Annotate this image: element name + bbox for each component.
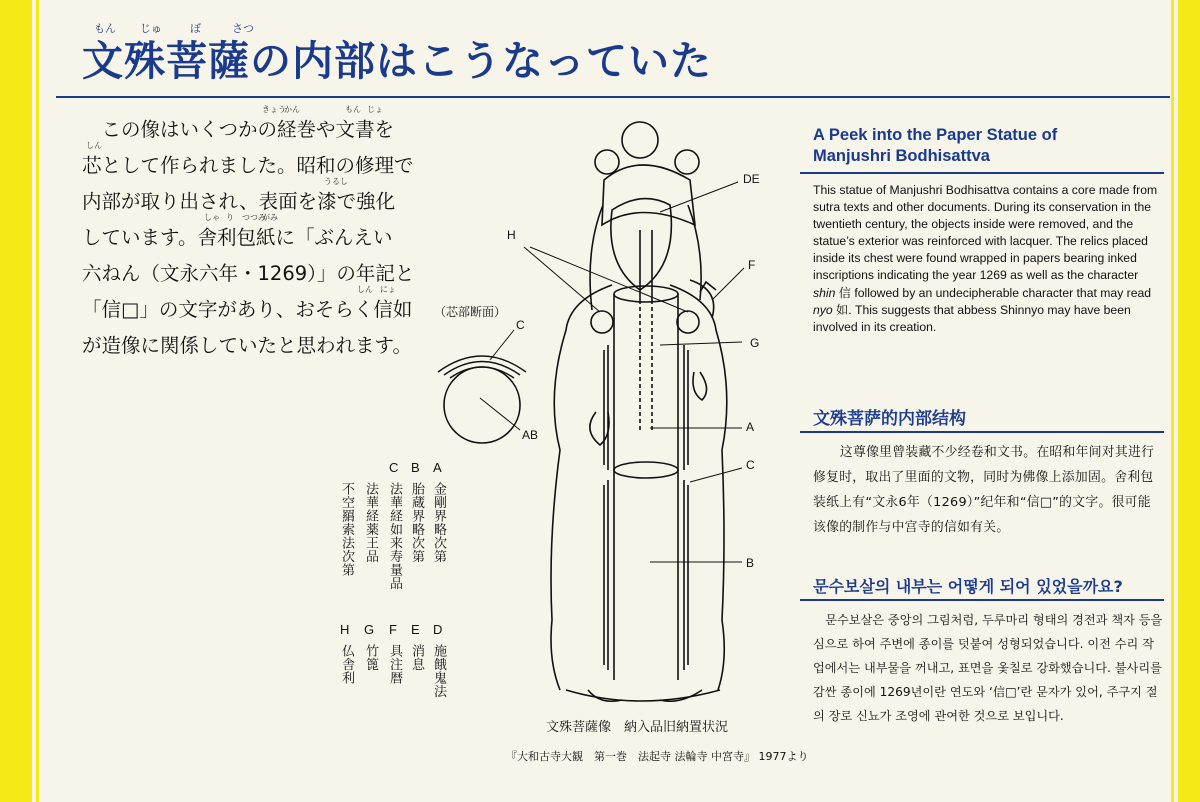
korean-body: 문수보살은 중앙의 그림처럼, 두루마리 형태의 경전과 책자 등을 심으로 하여 주변에 종이를 덧붙여 성형되었습니다. 이전 수리 작업에서는 내부물을 꺼내고, 표면을 옻칠로 강화했습니다. 불사리를 감싼 종이에 1269년이란 연도와 ‘信□’란 문자가 있어, 주구지 절의 장로 신뇨가 조영에 관여한 것으로 보입니다. (813, 613, 1163, 723)
english-body-nyo: nyo (813, 302, 833, 317)
english-heading-line1: A Peek into the Paper Statue of (813, 126, 1058, 144)
jp-ruby: もん (345, 105, 361, 114)
legend-item-C3: 不空羂索法次第 (339, 482, 354, 577)
legend-letter-E: E (411, 622, 420, 637)
legend-letter-H: H (340, 622, 350, 637)
legend-letter-G: G (364, 622, 375, 637)
jp-ruby: つつみ (242, 213, 266, 222)
core-section-label: （芯部断面） (434, 305, 507, 319)
legend-item-D: 施餓鬼法 (431, 644, 446, 698)
label-B: B (746, 556, 755, 570)
chinese-heading: 文殊菩萨的内部结构 (813, 409, 966, 429)
title-ruby-3: ぼ (190, 22, 201, 35)
legend-item-C2: 法華経薬王品 (363, 482, 378, 563)
legend-item-H: 仏舎利 (339, 644, 354, 685)
label-C: C (746, 458, 755, 472)
chinese-body: 这尊像里曾装藏不少经卷和文书。在昭和年间对其进行修复时，取出了里面的文物，同时为佛像上添加固。舍利包装纸上有“文永6年（1269）”纪年和“信□”的文字。很可能该像的制作与中宫寺的信如有关。 (813, 445, 1155, 535)
legend-letter-F: F (389, 622, 397, 637)
jp-text: 「信□」の文字があり、おそらく信如 (82, 298, 413, 321)
jp-ruby: うるし (324, 177, 348, 186)
jp-ruby: かん (284, 105, 300, 114)
title-ruby-4: さつ (232, 22, 254, 35)
jp-ruby: しん (357, 285, 373, 294)
source-citation: 『大和古寺大観 第一巻 法起寺 法輪寺 中宮寺』 1977より (506, 750, 809, 763)
legend-item-G: 竹篦 (363, 644, 378, 671)
page-title: 文殊菩薩の内部はこうなっていた (82, 37, 712, 85)
jp-ruby: しん (86, 141, 102, 150)
legend-letter-B: B (411, 460, 420, 475)
legend-item-F: 具注暦 (387, 644, 402, 685)
label-G: G (750, 336, 760, 350)
english-body-shin: shin (813, 285, 836, 300)
label-F: F (748, 258, 756, 272)
legend-item-E: 消息 (409, 644, 424, 671)
english-body-part3: 如. This suggests that abbess Shinnyo may have been involved in its creation. (813, 302, 1131, 334)
english-body-part2: 信 followed by an undecipherable character that may read (835, 285, 1152, 300)
jp-ruby: にょ (380, 285, 396, 294)
jp-ruby: しゃ (204, 213, 220, 222)
legend-item-B: 胎蔵界略次第 (409, 482, 424, 563)
jp-text: 六ねん（文永六年・1269）」の年記と (82, 262, 415, 285)
title-ruby-1: もん (94, 22, 116, 35)
korean-heading: 문수보살의 내부는 어떻게 되어 있었을까요? (813, 577, 1123, 596)
jp-text: 芯として作られました。昭和の修理で (82, 154, 414, 177)
label-core-AB: AB (522, 428, 539, 442)
english-heading-line2: Manjushri Bodhisattva (813, 147, 990, 165)
jp-text: 内部が取り出され、表面を漆で強化 (82, 190, 396, 213)
legend-letter-C: C (389, 460, 399, 475)
jp-text: この像はいくつかの経巻や文書を (82, 118, 395, 141)
legend-item-A: 金剛界略次第 (431, 482, 446, 563)
jp-text: しています。舎利包紙に「ぶんえい (82, 226, 393, 249)
label-core-C: C (516, 318, 525, 332)
jp-ruby: じょ (367, 105, 383, 114)
label-H: H (507, 228, 516, 242)
diagram-caption: 文殊菩薩像 納入品旧納置状況 (546, 720, 729, 735)
label-A: A (746, 420, 755, 434)
legend-letter-A: A (433, 460, 442, 475)
jp-text: が造像に関係していたと思われます。 (82, 334, 412, 357)
title-ruby-2: じゅ (140, 22, 162, 35)
legend-letter-D: D (433, 622, 443, 637)
legend-item-C: 法華経如来寿量品 (387, 482, 402, 590)
jp-ruby: きょう (262, 105, 286, 114)
label-DE: DE (743, 172, 760, 186)
jp-ruby: り (226, 213, 234, 222)
jp-ruby: がみ (262, 213, 278, 222)
english-body-part1: This statue of Manjushri Bodhisattva contains a core made from sutra texts and other documents. During its conservation in the twentieth century, the objects inside were removed, and the statue’s exterior was reinforced with lacquer. The relics placed inside its chest were found wrapped in papers bearing inked inscriptions indicating the year 1269 as well as the character (813, 183, 1158, 283)
